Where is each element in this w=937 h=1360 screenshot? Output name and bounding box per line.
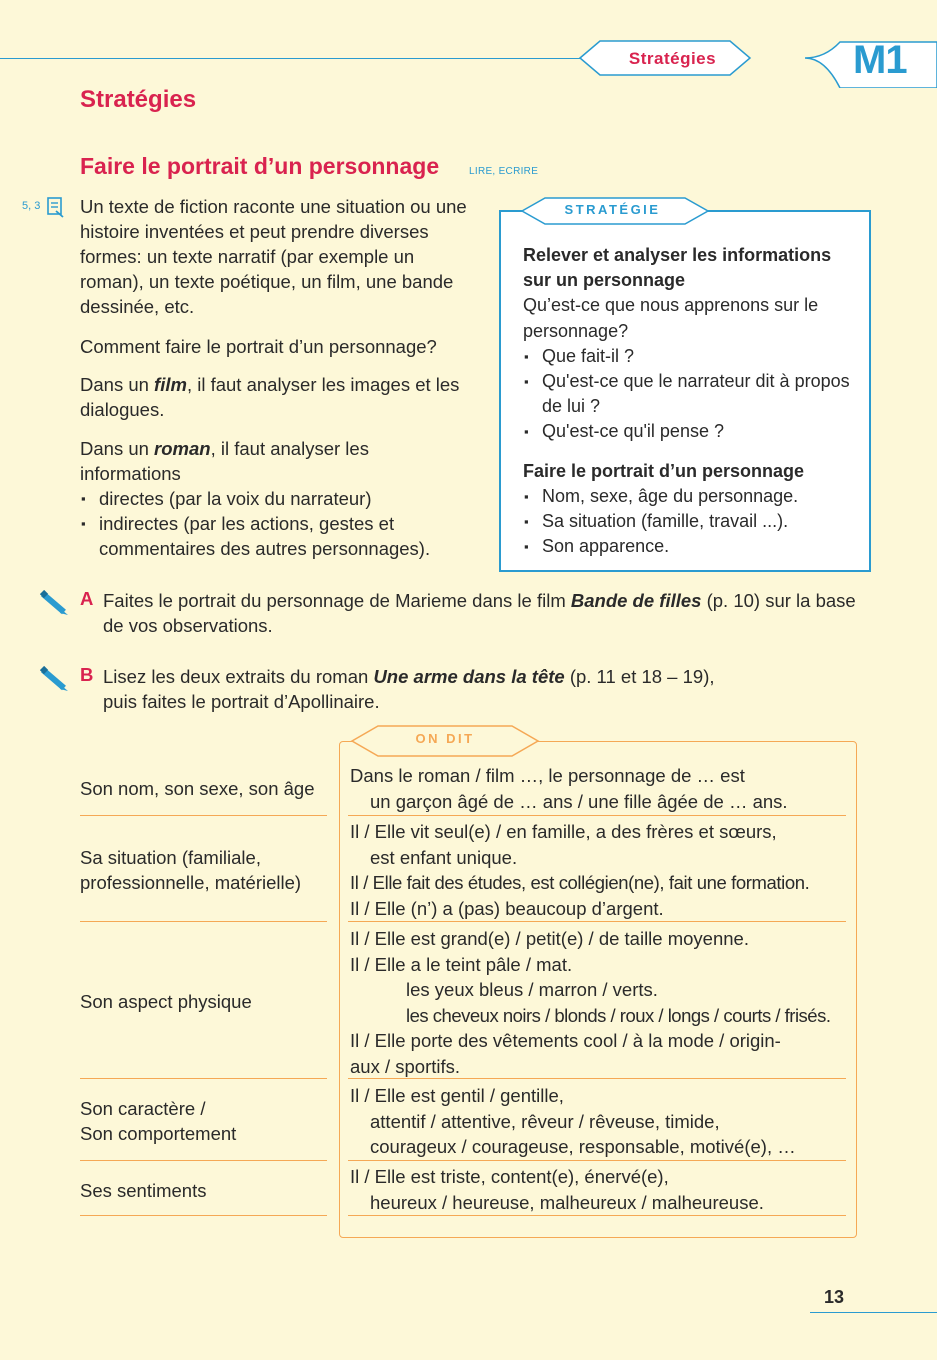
row-divider [348,1160,846,1161]
strategy-list-1 [523,344,863,445]
intro-paragraph-1: Un texte de fiction raconte une situation ou une histoire inventées et peut prendre diverses formes: un texte narratif (par exemple un roman), un texte poétique, un film, une bande dessinée, etc. [80,196,467,317]
intro-paragraph-2: Comment faire le portrait d’un personnage? [80,336,437,357]
list-item: ▪ Nom, sexe, âge du personnage. [523,484,863,509]
header-section-tag: Stratégies [628,49,717,68]
row-divider [348,1078,846,1079]
row-label-situation: Sa situation (familiale, professionnelle, matérielle) [80,847,302,893]
row-phrases-physical: Il / Elle est grand(e) / petit(e) / de taille moyenne. Il / Elle a le teint pâle / mat. les yeux bleus / marron / verts. les cheveux noirs / blonds / roux / longs / courts / frisés. Il / Elle porte des vêtements cool / à la mode / origin- aux / sportifs. [350,928,831,1077]
row-phrases-character: Il / Elle est gentil / gentille, attentif / attentive, rêveur / rêveuse, timide, courageux / courageuse, responsable, motivé(e), … [350,1085,796,1157]
strategy-content [523,243,863,559]
pencil-icon [40,666,70,692]
strategy-tag: STRATÉGIE [564,202,661,217]
list-item: ▪ Que fait-il ? [523,344,863,369]
section-title: Faire le portrait d’un personnage [80,153,440,179]
module-label: M1 [853,38,907,82]
list-item: ▪ Sa situation (famille, travail ...). [523,509,863,534]
intro-paragraph-4: Dans un roman, il faut analyser les informations ▪ directes (par la voix du narrateur) ▪ indirectes (par les actions, gestes et commentaires des autres personnages). [80,436,470,561]
intro-bullet-list [80,486,470,561]
row-phrases-situation: Il / Elle vit seul(e) / en famille, a des frères et sœurs, est enfant unique. Il / Elle fait des études, est collégien(ne), fait une formation. Il / Elle (n’) a (pas) beaucoup d’argent. [350,821,810,919]
page-number: 13 [824,1287,845,1307]
task-a-text: Faites le portrait du personnage de Marieme dans le film Bande de filles (p. 10) sur la base de vos observations. [103,590,856,636]
row-phrases-name: Dans le roman / film …, le personnage de … est un garçon âgé de … ans / une fille âgée de … ans. [350,765,788,812]
row-label-name: Son nom, son sexe, son âge [80,778,315,799]
page-number-rule [810,1312,937,1313]
row-divider [80,1078,327,1079]
row-divider [80,1215,327,1216]
row-divider [348,815,846,816]
task-a-letter: A [80,588,94,609]
row-phrases-feelings: Il / Elle est triste, content(e), énervé(e), heureux / heureuse, malheureux / malheureuse. [350,1166,764,1213]
page-title: Stratégies [80,86,197,113]
list-item: ▪ directes (par la voix du narrateur) [80,486,470,511]
row-divider [80,1160,327,1161]
intro-paragraph-3: Dans un film, il faut analyser les images et les dialogues. [80,374,460,420]
row-label-character: Son caractère / Son comportement [80,1098,237,1144]
strategy-heading-2: Faire le portrait d’un personnage [523,460,805,481]
strategy-heading-1: Relever et analyser les informations sur un personnage [523,245,832,291]
reading-book-icon [46,196,66,218]
pencil-icon [40,590,70,616]
row-divider [348,921,846,922]
row-divider [80,921,327,922]
header-rule-left [0,58,580,59]
list-item: ▪ Son apparence. [523,534,863,559]
row-label-physical: Son aspect physique [80,991,252,1012]
row-divider [348,1215,846,1216]
list-item: ▪ indirectes (par les actions, gestes et commentaires des autres personnages). [80,511,470,561]
ondit-tag: ON DIT [415,731,475,746]
list-item: ▪ Qu'est-ce qu'il pense ? [523,419,863,444]
task-b-text: Lisez les deux extraits du roman Une arme dans la tête (p. 11 et 18 – 19), puis faites le portrait d’Apollinaire. [103,666,715,712]
row-label-feelings: Ses sentiments [80,1180,207,1201]
strategy-question: Qu’est-ce que nous apprenons sur le personnage? [523,295,819,341]
row-divider [80,815,327,816]
exercise-reference: 5, 3 [22,200,41,212]
list-item: ▪ Qu'est-ce que le narrateur dit à propos de lui ? [523,369,863,419]
task-b-letter: B [80,664,94,685]
strategy-list-2 [523,484,863,560]
section-skills: LIRE, ECRIRE [469,166,539,177]
